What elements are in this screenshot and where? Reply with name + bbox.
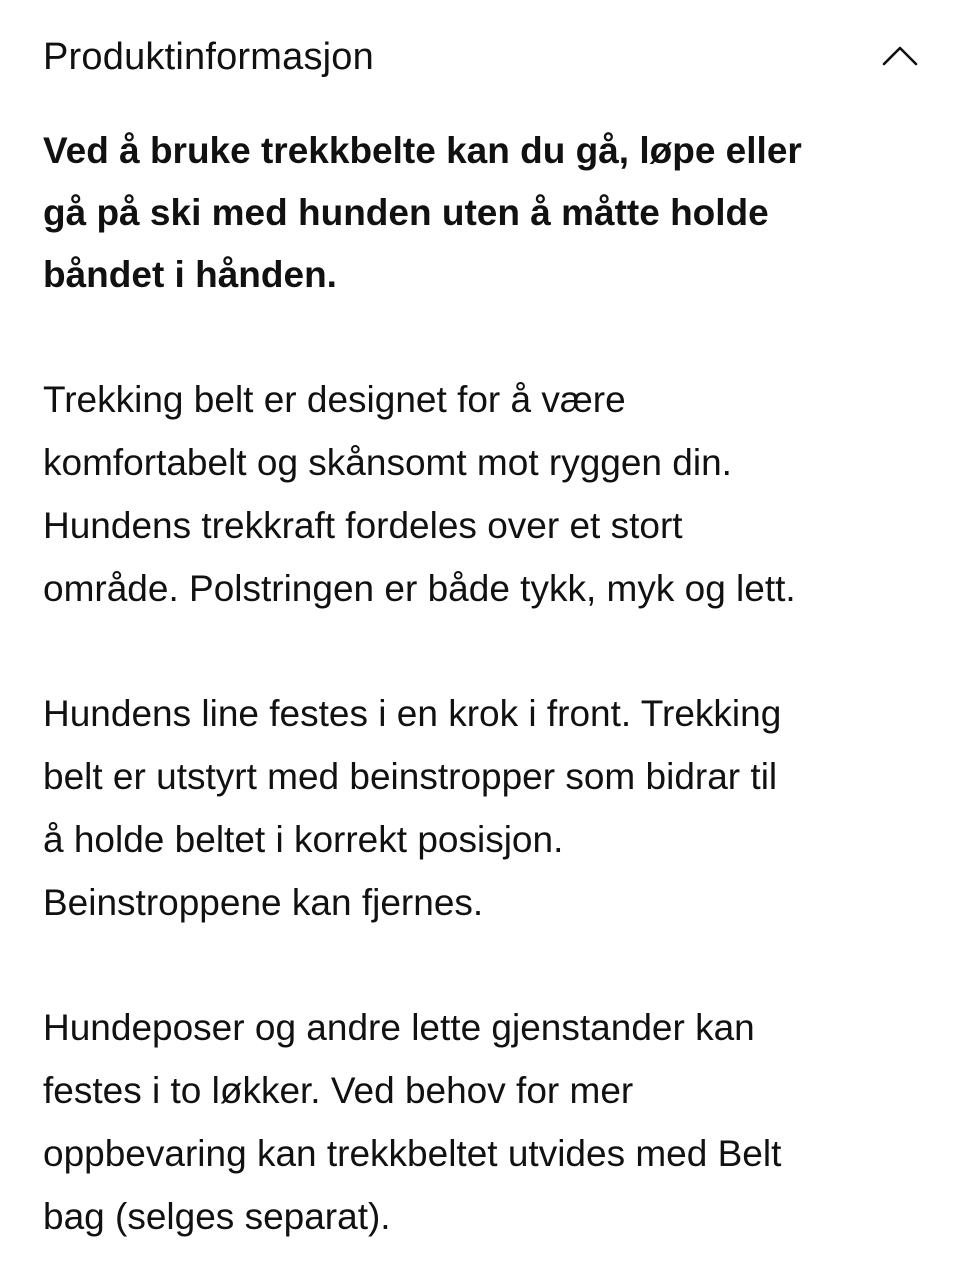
paragraph-line: Beinstroppene kan fjernes. xyxy=(43,882,484,923)
lead-line: gå på ski med hunden uten å måtte holde xyxy=(43,192,769,233)
product-info-content xyxy=(43,120,923,1248)
paragraph-line: komfortabelt og skånsomt mot ryggen din. xyxy=(43,442,732,483)
paragraph-line: Hundens trekkraft fordeles over et stort xyxy=(43,505,683,546)
paragraph-line: oppbevaring kan trekkbeltet utvides med Belt xyxy=(43,1133,782,1174)
paragraph-line: å holde beltet i korrekt posisjon. xyxy=(43,819,564,860)
paragraph-storage xyxy=(43,996,923,1248)
chevron-up-icon[interactable] xyxy=(880,40,920,72)
paragraph-line: bag (selges separat). xyxy=(43,1196,391,1237)
paragraph-line: festes i to løkker. Ved behov for mer xyxy=(43,1070,634,1111)
lead-line: Ved å bruke trekkbelte kan du gå, løpe eller xyxy=(43,130,802,171)
paragraph-line: område. Polstringen er både tykk, myk og lett. xyxy=(43,568,796,609)
product-info-accordion-header[interactable] xyxy=(0,0,960,112)
accordion-title: Produktinformasjon xyxy=(43,36,374,78)
paragraph-line: Hundens line festes i en krok i front. Trekking xyxy=(43,693,782,734)
paragraph-comfort xyxy=(43,368,923,620)
paragraph-line: Hundeposer og andre lette gjenstander kan xyxy=(43,1007,755,1048)
paragraph-line: Trekking belt er designet for å være xyxy=(43,379,626,420)
paragraph-line: belt er utstyrt med beinstropper som bidrar til xyxy=(43,756,778,797)
paragraph-attachment xyxy=(43,682,923,934)
lead-line: båndet i hånden. xyxy=(43,254,337,295)
lead-paragraph xyxy=(43,120,923,306)
